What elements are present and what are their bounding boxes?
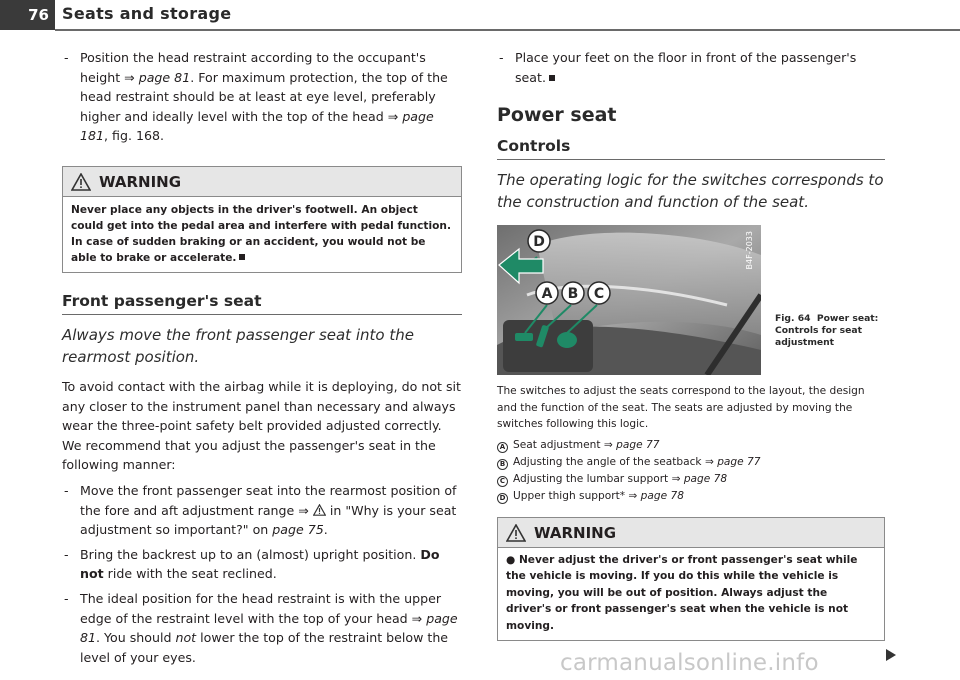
bullet-line (513, 488, 684, 505)
intro-front-passenger: Always move the front passenger seat into the rearmost position. (62, 325, 414, 366)
marker-c: C (593, 286, 605, 303)
item4-text-c: lower the top of the restraint below the level of your eyes. (80, 630, 449, 665)
bullet-line (513, 454, 761, 471)
bullet-dot: ● (506, 553, 519, 566)
letter-badge: C (497, 476, 508, 487)
bullet-line (513, 471, 727, 488)
item1-text-b: . For maximum protection, the top of the head restraint should be at least at eye level, preferably higher and ideally level with the top of the head (80, 69, 448, 124)
warning-box-footwell (62, 166, 462, 273)
item1-text-a: Position the head restraint according to the occupant's height (80, 50, 426, 85)
warning-header (63, 167, 461, 197)
letter-badge: A (497, 442, 508, 453)
heading-power-seat: Power seat (497, 104, 617, 127)
reference-arrow-icon: ⇒ (704, 455, 718, 468)
section-title: Seats and storage (62, 4, 232, 23)
paragraph-airbag: To avoid contact with the airbag while it is deploying, do not sit any closer to the instrument panel than necessary and always wear the three-point safety belt provided adjusted correctly. We recommend that you adjust the passenger's seat in the following manner: (62, 378, 461, 473)
end-of-section-marker (549, 75, 555, 81)
figure-caption-text: Power seat: Controls for seat adjustment (775, 313, 879, 349)
bullet-text: Adjusting the lumbar support (513, 472, 672, 485)
warning-body (498, 548, 884, 641)
letter-badge: D (497, 493, 508, 504)
dash-marker: - (64, 50, 69, 65)
page-ref-link[interactable]: page 77 (616, 438, 660, 451)
seat-controls-illustration (497, 225, 761, 375)
continue-arrow-icon (886, 649, 896, 661)
marker-b: B (567, 286, 579, 303)
switch-list (497, 437, 885, 505)
paragraph-switches: The switches to adjust the seats correspond to the layout, the design and the function of the seat. The seats are adjusted by moving the switches following this logic. (497, 385, 865, 431)
figure-power-seat (497, 225, 885, 383)
warning-box-seat-adjust (497, 517, 885, 642)
end-of-section-marker (239, 254, 245, 260)
list-item-feet (497, 48, 885, 87)
list-item-backrest (62, 545, 462, 584)
dash-marker: - (64, 590, 69, 606)
list-item (497, 488, 885, 505)
bullet-text: Upper thigh support* (513, 489, 629, 502)
figure-label: Fig. 64 (775, 313, 811, 325)
dash-marker: - (64, 482, 69, 498)
item4-italic: not (175, 630, 197, 646)
heading-controls: Controls (497, 137, 885, 160)
warning-text: Never adjust the driver's or front passenger's seat while the vehicle is moving. If you do this while the vehicle is moving, you will be out of position. Always adjust the driver's or front passenger's seat when the vehicle is not moving. (506, 553, 858, 632)
intro-controls: The operating logic for the switches corresponds to the construction and function of the seat. (497, 171, 884, 212)
warning-title: WARNING (534, 523, 617, 542)
marker-a: A (541, 286, 553, 303)
reference-arrow-icon: ⇒ (671, 472, 684, 485)
watermark: carmanualsonline.info (560, 650, 819, 676)
item5-text: Place your feet on the floor in front of the passenger's seat. (515, 50, 857, 85)
header-rule (55, 29, 960, 31)
warning-triangle-icon (71, 173, 91, 191)
letter-badge: B (497, 459, 508, 470)
list-item-head-restraint (62, 48, 462, 146)
left-column (62, 48, 462, 672)
item4-text-b: . You should (96, 630, 176, 646)
item3-text-a: Bring the backrest up to an (almost) upright position. (80, 546, 421, 562)
page-ref-link[interactable]: page 78 (683, 472, 728, 485)
reference-arrow-icon: ⇒ (628, 489, 641, 502)
item3-text-b: ride with the seat reclined. (103, 566, 277, 582)
page-ref-link[interactable]: page 78 (640, 489, 684, 502)
item2-text-b: in "Why is your seat adjustment so important?" on (80, 502, 457, 538)
item2-text-c: . (323, 522, 328, 538)
page-ref-link[interactable]: page 81 (138, 69, 191, 85)
reference-arrow-icon: ⇒ (603, 438, 617, 451)
figure-code: B4F-2033 (745, 231, 754, 270)
list-item-head-restraint-ideal (62, 589, 462, 667)
list-item-rearmost (62, 481, 462, 540)
dash-marker: - (64, 546, 69, 562)
figure-caption (775, 313, 887, 349)
warning-text: Never place any objects in the driver's footwell. An object could get into the pedal area and interfere with pedal function. In case of sudden braking or an accident, you would not be able to brake or accelerate. (71, 203, 451, 264)
marker-d: D (533, 234, 545, 251)
heading-front-passenger-seat: Front passenger's seat (62, 292, 462, 315)
seat-controls-photo (497, 225, 761, 375)
warning-header (498, 518, 884, 548)
bullet-text: Seat adjustment (513, 438, 604, 451)
list-item (497, 454, 885, 471)
bullet-text: Adjusting the angle of the seatback (513, 455, 705, 468)
reference-arrow-icon: ⇒ (411, 610, 427, 626)
warning-triangle-icon (313, 504, 326, 516)
list-item (497, 471, 885, 488)
dash-marker: - (499, 50, 504, 65)
page-ref-link[interactable]: page 77 (717, 455, 761, 468)
page-ref-link[interactable]: page 81 (80, 610, 458, 646)
reference-arrow-icon: ⇒ (387, 108, 403, 124)
warning-body (63, 197, 461, 272)
bullet-line (513, 437, 659, 454)
list-item (497, 437, 885, 454)
page-ref-link[interactable]: page 75 (272, 522, 324, 538)
right-column (497, 48, 885, 641)
page-ref-link[interactable]: page 181 (80, 108, 434, 144)
item1-text-c: , fig. 168. (104, 128, 165, 144)
page-number: 76 (0, 0, 55, 30)
reference-arrow-icon: ⇒ (124, 69, 139, 85)
item4-text-a: The ideal position for the head restraint is with the upper edge of the restraint level with the top of your head (80, 590, 442, 626)
reference-arrow-icon: ⇒ (298, 502, 313, 518)
warning-title: WARNING (99, 172, 182, 191)
item2-text-a: Move the front passenger seat into the rearmost position of the fore and aft adjustment range (80, 482, 457, 518)
item3-bold: Do not (80, 546, 440, 582)
warning-triangle-icon (506, 524, 526, 542)
